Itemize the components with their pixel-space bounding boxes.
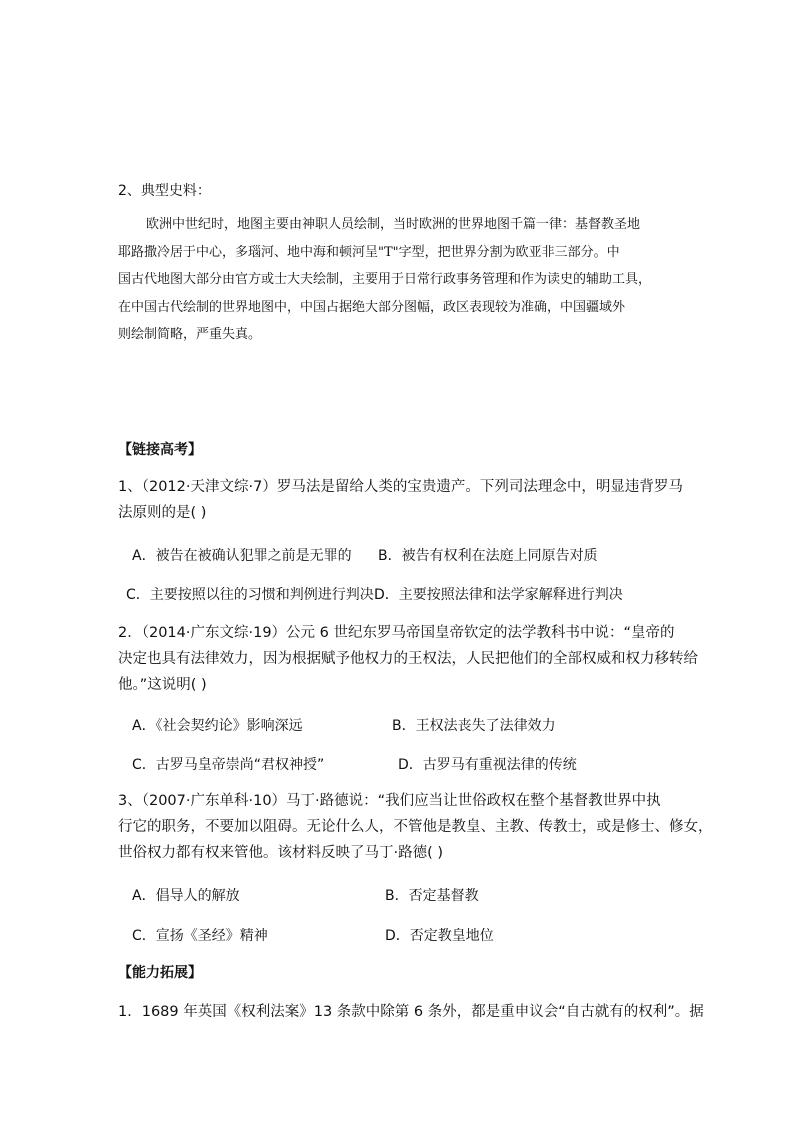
question-line: 世俗权力都有权来管他。该材料反映了马丁·路德( ) [118,845,444,861]
passage-line: 耶路撒冷居于中心，多瑙河、地中海和顿河呈"T"字型，把世界分割为欧亚非三部分。中 [118,245,620,260]
option-d: D．主要按照法律和法学家解释进行判决 [374,587,623,603]
question-line: 1、（2012·天津文综·7）罗马法是留给人类的宝贵遗产。下列司法理念中，明显违背罗马 [118,479,683,495]
option-b: B．否定基督教 [385,888,479,904]
question-line: 决定也具有法律效力，因为根据赋予他权力的王权法，人民把他们的全部权威和权力移转给 [118,651,698,667]
passage-line: 在中国古代绘制的世界地图中，中国占据绝大部分图幅，政区表现较为准确，中国疆域外 [118,300,626,315]
option-c: C．古罗马皇帝崇尚“君权神授” [132,757,325,773]
option-b: B．王权法丧失了法律效力 [392,718,556,734]
option-d: D．否定教皇地位 [385,928,494,944]
question-line: 2．（2014·广东文综·19）公元 6 世纪东罗马帝国皇帝钦定的法学教科书中说：“皇帝的 [118,625,675,641]
option-c: C．宣扬《圣经》精神 [132,928,268,944]
ability-question-line: 1．1689 年英国《权利法案》13 条款中除第 6 条外，都是重申议会“自古就有的权利”。据 [118,1004,704,1020]
passage-line: 国古代地图大部分由官方或士大夫绘制，主要用于日常行政事务管理和作为读史的辅助工具， [118,272,652,287]
passage-line: 欧洲中世纪时，地图主要由神职人员绘制，当时欧洲的世界地图千篇一律：基督教圣地 [146,217,641,232]
question-line: 法原则的是( ) [118,505,207,521]
ability-heading: 【能力拓展】 [118,965,202,981]
option-a: A．被告在被确认犯罪之前是无罪的 [132,548,352,564]
option-c: C．主要按照以往的习惯和判例进行判决 [126,587,374,603]
question-line: 他。”这说明( ) [118,677,207,693]
option-d: D．古罗马有重视法律的传统 [398,757,577,773]
question-line: 3、（2007·广东单科·10）马丁·路德说：“我们应当让世俗政权在整个基督教世界中执 [118,793,661,809]
question-line: 行它的职务，不要加以阻碍。无论什么人，不管他是教皇、主教、传教士，或是修士、修女， [118,819,713,835]
section2-title: 2、典型史料： [118,183,211,199]
option-a: A．倡导人的解放 [132,888,240,904]
passage-line: 则绘制简略，严重失真。 [118,327,262,342]
option-b: B．被告有权利在法庭上同原告对质 [378,548,598,564]
link-exam-heading: 【链接高考】 [118,442,202,458]
option-a: A．《社会契约论》影响深远 [132,718,303,734]
